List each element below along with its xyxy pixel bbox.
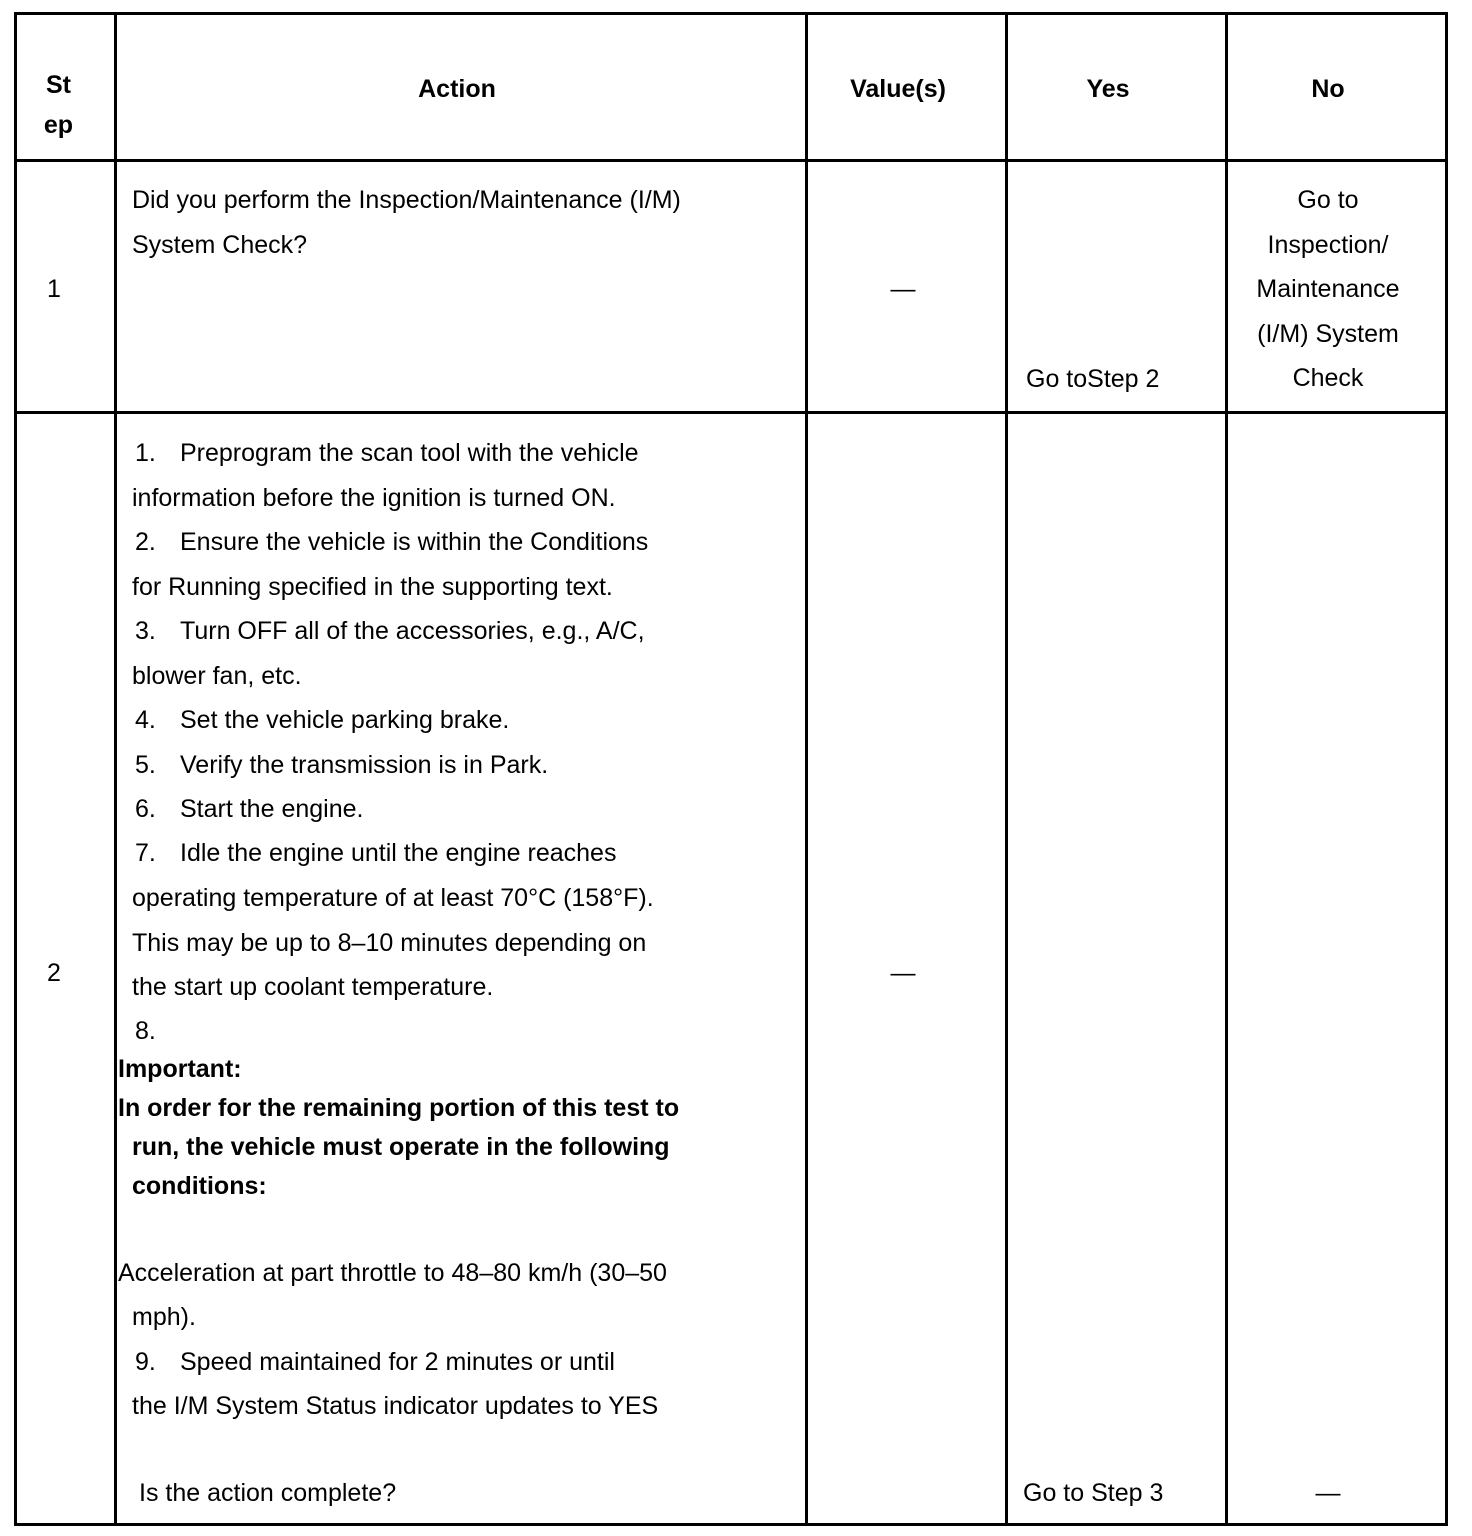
diagnostic-table: [14, 12, 1448, 1526]
action-line: Preprogram the scan tool with the vehicle: [180, 439, 639, 467]
action-line: Verify the transmission is in Park.: [180, 751, 549, 779]
row2-step: 2: [47, 959, 61, 987]
step-number: 5.: [135, 751, 156, 779]
row2-yes: Go to Step 3: [1023, 1479, 1164, 1507]
no-line: Check: [1292, 364, 1364, 392]
question: Is the action complete?: [139, 1479, 397, 1507]
header-step-line: St: [46, 71, 71, 99]
row1-step: 1: [47, 275, 61, 303]
header-yes: Yes: [1086, 75, 1130, 103]
no-line: Inspection/: [1267, 230, 1389, 259]
action-line: This may be up to 8–10 minutes depending on: [132, 929, 647, 957]
step-number: 9.: [135, 1348, 156, 1376]
header-action: Action: [418, 75, 496, 103]
header-values: Value(s): [850, 75, 946, 103]
no-line: (I/M) System: [1257, 319, 1399, 348]
action-line: Speed maintained for 2 minutes or until: [180, 1348, 615, 1376]
action-line: Turn OFF all of the accessories, e.g., A/C,: [180, 617, 645, 645]
row2-action: [17, 15, 797, 1523]
important-text: run, the vehicle must operate in the following: [132, 1133, 670, 1161]
action-line: Did you perform the Inspection/Maintenance (I/M): [132, 186, 681, 214]
row1-yes: Go toStep 2: [1026, 365, 1160, 393]
row2-value: —: [890, 959, 916, 987]
step-number: 2.: [135, 528, 156, 556]
action-line: Idle the engine until the engine reaches: [180, 839, 617, 867]
action-line: System Check?: [132, 230, 308, 259]
row2-no: —: [1315, 1479, 1341, 1507]
action-line: the start up coolant temperature.: [132, 973, 494, 1001]
no-line: Maintenance: [1256, 275, 1400, 303]
header-no: No: [1311, 75, 1345, 103]
column-divider: [805, 15, 808, 1523]
header-step-line: ep: [43, 111, 74, 139]
action-line: operating temperature of at least 70°C (158°F).: [132, 884, 654, 912]
important-label: Important:: [118, 1055, 242, 1083]
important-text: conditions:: [132, 1172, 267, 1200]
action-line: Set the vehicle parking brake.: [180, 706, 510, 734]
action-line: Ensure the vehicle is within the Conditions: [180, 528, 649, 556]
row1-no: [1228, 178, 1428, 401]
important-text: In order for the remaining portion of this test to: [118, 1094, 680, 1122]
step-number: 3.: [135, 617, 156, 645]
action-line: for Running specified in the supporting text.: [132, 573, 613, 601]
step-number: 4.: [135, 706, 156, 734]
action-line: the I/M System Status indicator updates to YES: [132, 1392, 659, 1420]
action-line: information before the ignition is turned ON.: [132, 484, 616, 512]
step-number: 8.: [135, 1017, 156, 1045]
step-number: 6.: [135, 795, 156, 823]
action-line: Start the engine.: [180, 795, 364, 823]
row1-value: —: [890, 275, 916, 303]
no-line: Go to: [1297, 186, 1359, 214]
action-line: mph).: [132, 1303, 196, 1331]
column-divider: [1005, 15, 1008, 1523]
action-line: blower fan, etc.: [132, 662, 302, 690]
action-line: Acceleration at part throttle to 48–80 km/h (30–50: [118, 1259, 667, 1287]
step-number: 1.: [135, 439, 156, 467]
step-number: 7.: [135, 839, 156, 867]
